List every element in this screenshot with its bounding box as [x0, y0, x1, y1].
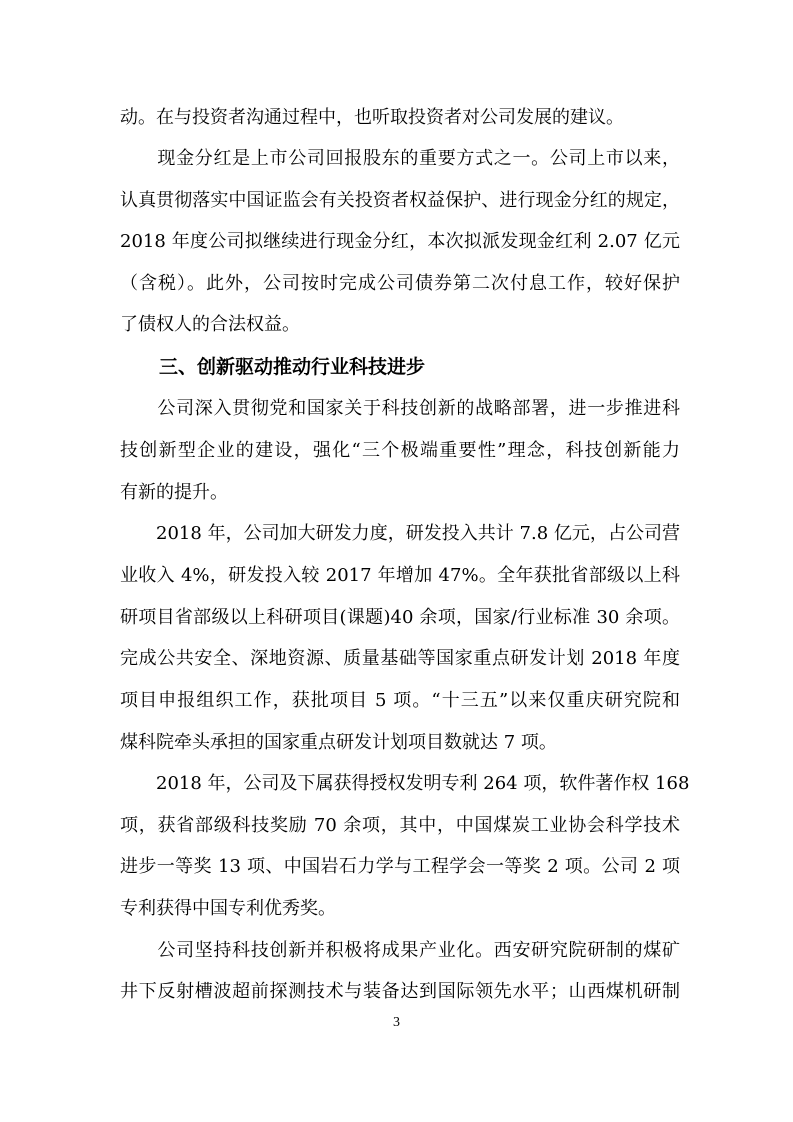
paragraph-4-line-2: 业收入 4%，研发投入较 2017 年增加 47%。全年获批省部级以上科	[120, 565, 680, 586]
paragraph-1-line-1: 动。在与投资者沟通过程中，也听取投资者对公司发展的建议。	[120, 107, 624, 128]
paragraph-2-line-1: 现金分红是上市公司回报股东的重要方式之一。公司上市以来，	[120, 148, 680, 169]
paragraph-3-line-3: 有新的提升。	[120, 482, 228, 503]
paragraph-4-line-6: 煤科院牵头承担的国家重点研发计划项目数就达 7 项。	[120, 732, 557, 753]
section-heading: 三、创新驱动推动行业科技进步	[159, 356, 426, 378]
paragraph-4-line-3: 研项目省部级以上科研项目(课题)40 余项，国家/行业标准 30 余项。	[120, 607, 680, 628]
paragraph-6-line-1: 公司坚持科技创新并积极将成果产业化。西安研究院研制的煤矿	[120, 940, 680, 961]
paragraph-6-line-2: 井下反射槽波超前探测技术与装备达到国际领先水平；山西煤机研制	[120, 981, 680, 1002]
paragraph-3-line-2: 技创新型企业的建设，强化“三个极端重要性”理念，科技创新能力	[120, 440, 680, 461]
paragraph-3-line-1: 公司深入贯彻党和国家关于科技创新的战略部署，进一步推进科	[120, 398, 680, 419]
paragraph-5-line-1: 2018 年，公司及下属获得授权发明专利 264 项，软件著作权 168	[120, 773, 690, 794]
paragraph-2-line-2: 认真贯彻落实中国证监会有关投资者权益保护、进行现金分红的规定，	[120, 190, 680, 211]
paragraph-2-line-5: 了债权人的合法权益。	[120, 314, 300, 335]
paragraph-5-line-2: 项，获省部级科技奖励 70 余项，其中，中国煤炭工业协会科学技术	[120, 815, 680, 836]
paragraph-4-line-1: 2018 年，公司加大研发力度，研发投入共计 7.8 亿元，占公司营	[120, 523, 680, 544]
paragraph-2-line-3: 2018 年度公司拟继续进行现金分红，本次拟派发现金红利 2.07 亿元	[120, 231, 680, 252]
paragraph-4-line-4: 完成公共安全、深地资源、质量基础等国家重点研发计划 2018 年度	[120, 648, 680, 669]
paragraph-2-line-4: （含税）。此外，公司按时完成公司债券第二次付息工作，较好保护	[120, 273, 680, 294]
page-number: 3	[393, 1015, 400, 1030]
paragraph-5-line-3: 进步一等奖 13 项、中国岩石力学与工程学会一等奖 2 项。公司 2 项	[120, 856, 680, 877]
paragraph-5-line-4: 专利获得中国专利优秀奖。	[120, 898, 336, 919]
paragraph-4-line-5: 项目申报组织工作，获批项目 5 项。“十三五”以来仅重庆研究院和	[120, 690, 681, 711]
